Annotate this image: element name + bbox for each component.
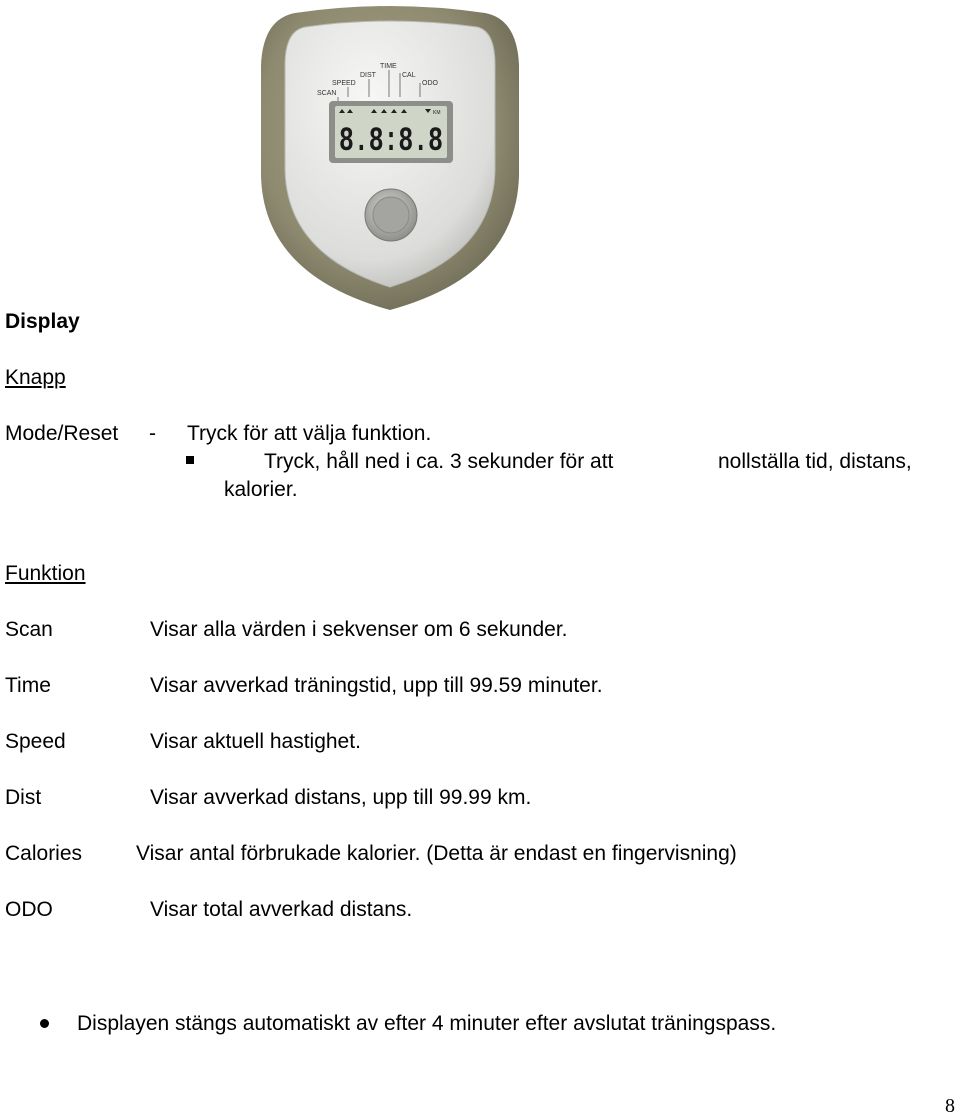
function-desc: Visar alla värden i sekvenser om 6 sekunder. bbox=[150, 618, 568, 641]
label-speed: SPEED bbox=[332, 80, 356, 87]
label-scan: SCAN bbox=[317, 90, 337, 97]
mode-reset-label: Mode/Reset bbox=[5, 422, 119, 445]
function-desc: Visar total avverkad distans. bbox=[150, 898, 413, 921]
function-desc: Visar avverkad distans, upp till 99.99 km. bbox=[150, 786, 532, 809]
function-name: ODO bbox=[5, 898, 53, 921]
function-desc: Visar antal förbrukade kalorier. (Detta är endast en fingervisning) bbox=[136, 842, 737, 865]
page-number: 8 bbox=[945, 1095, 955, 1117]
label-cal: CAL bbox=[402, 72, 416, 79]
funktion-heading: Funktion bbox=[5, 562, 86, 585]
function-name: Time bbox=[5, 674, 51, 697]
function-desc: Visar avverkad träningstid, upp till 99.59 minuter. bbox=[150, 674, 603, 697]
mode-reset-line2a: Tryck, håll ned i ca. 3 sekunder för att bbox=[264, 450, 614, 473]
auto-off-note: Displayen stängs automatiskt av efter 4 minuter efter avslutat träningspass. bbox=[77, 1012, 777, 1035]
label-time: TIME bbox=[380, 63, 397, 70]
lcd-unit: KM bbox=[433, 110, 441, 116]
function-name: Speed bbox=[5, 730, 66, 753]
label-odo: ODO bbox=[422, 80, 438, 87]
lcd-digits: 8.8:8.8 bbox=[339, 123, 443, 161]
mode-reset-dash: - bbox=[149, 422, 156, 445]
square-bullet-icon bbox=[186, 456, 194, 464]
bike-computer-illustration bbox=[255, 5, 525, 315]
round-bullet-icon bbox=[40, 1019, 49, 1028]
function-name: Calories bbox=[5, 842, 83, 865]
display-heading: Display bbox=[5, 310, 80, 333]
mode-reset-line2b: nollställa tid, distans, bbox=[718, 450, 912, 473]
mode-reset-line1: Tryck för att välja funktion. bbox=[187, 422, 432, 445]
knapp-heading: Knapp bbox=[5, 366, 66, 389]
function-name: Scan bbox=[5, 618, 53, 641]
mode-reset-line3: kalorier. bbox=[224, 478, 298, 501]
function-desc: Visar aktuell hastighet. bbox=[150, 730, 361, 753]
function-name: Dist bbox=[5, 786, 42, 809]
label-dist: DIST bbox=[360, 72, 376, 79]
